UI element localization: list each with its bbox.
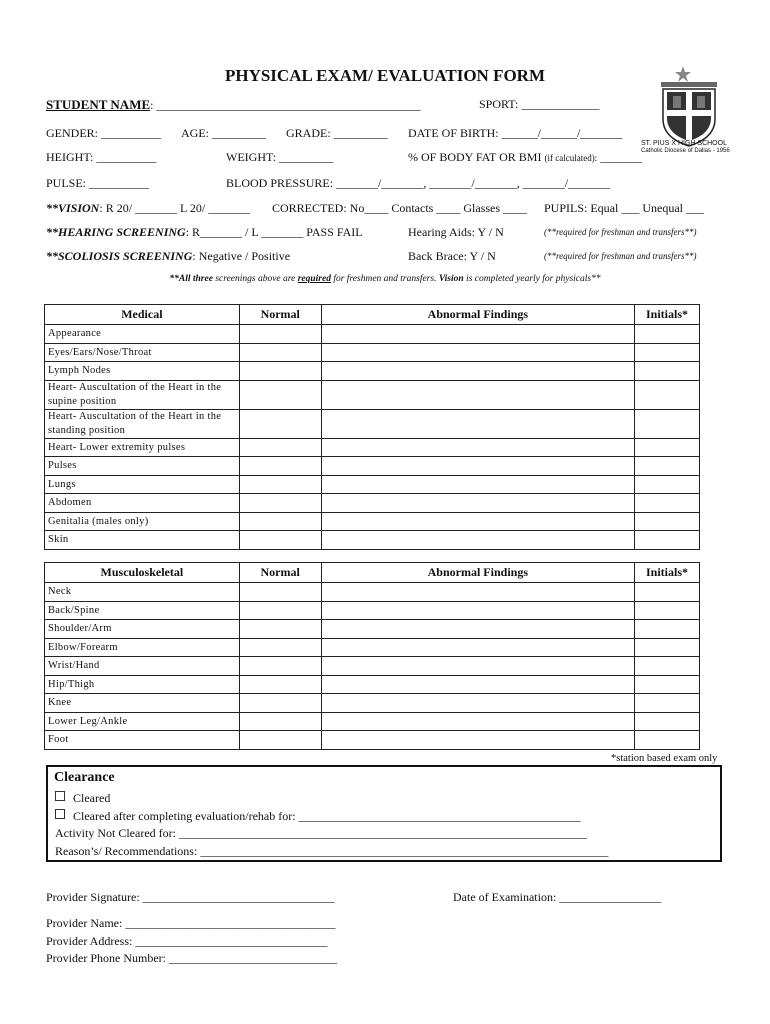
vision-field[interactable] <box>46 201 250 216</box>
row-label: Foot <box>45 731 240 750</box>
findings-cell[interactable] <box>321 620 634 639</box>
row-label: Back/Spine <box>45 601 240 620</box>
initials-cell[interactable] <box>635 731 700 750</box>
findings-cell[interactable] <box>321 343 634 362</box>
table-row <box>45 657 700 676</box>
findings-cell[interactable] <box>321 675 634 694</box>
recommendations-field[interactable]: Reason’s/ Recommendations: ____________________________________________________________________ <box>55 844 609 858</box>
findings-cell[interactable] <box>321 657 634 676</box>
blood-pressure-field[interactable]: BLOOD PRESSURE: _______/_______, _______/_______, _______/_______ <box>226 176 611 190</box>
student-name-label: STUDENT NAME <box>46 97 151 112</box>
note-text-2: for freshmen and transfers. <box>330 274 439 284</box>
findings-cell[interactable] <box>321 380 634 409</box>
scoliosis-required-note: (**required for freshman and transfers**) <box>544 251 697 261</box>
body-fat-field[interactable] <box>408 150 642 165</box>
normal-cell[interactable] <box>239 409 321 438</box>
initials-cell[interactable] <box>635 325 700 344</box>
note-text-3: is completed yearly for physicals** <box>463 274 601 284</box>
normal-col-header: Normal <box>239 305 321 325</box>
hearing-aids-field[interactable]: Hearing Aids: Y / N <box>408 225 504 239</box>
normal-cell[interactable] <box>239 620 321 639</box>
table-row <box>45 457 700 476</box>
form-title: PHYSICAL EXAM/ EVALUATION FORM <box>224 66 546 85</box>
table-row <box>45 512 700 531</box>
table-row <box>45 583 700 602</box>
row-label: Genitalia (males only) <box>45 512 240 531</box>
grade-field[interactable]: GRADE: _________ <box>286 126 388 140</box>
normal-cell[interactable] <box>239 325 321 344</box>
cleared-label: Cleared <box>73 791 111 805</box>
initials-cell[interactable] <box>635 694 700 713</box>
hearing-required-note: (**required for freshman and transfers**) <box>544 227 697 237</box>
row-label: Lungs <box>45 475 240 494</box>
pulse-field[interactable]: PULSE: __________ <box>46 176 150 190</box>
row-label: Lymph Nodes <box>45 362 240 381</box>
table-row <box>45 494 700 513</box>
scoliosis-values: : Negative / Positive <box>192 249 291 263</box>
table-row <box>45 343 700 362</box>
back-brace-field[interactable]: Back Brace: Y / N <box>408 249 496 263</box>
initials-cell[interactable] <box>635 380 700 409</box>
normal-cell[interactable] <box>239 475 321 494</box>
vision-label: **VISION <box>46 201 100 215</box>
student-name-row <box>46 97 420 113</box>
cleared-after-option[interactable] <box>55 809 581 824</box>
findings-cell[interactable] <box>321 475 634 494</box>
table-row <box>45 694 700 713</box>
row-label: Heart- Auscultation of the Heart in the standing position <box>45 409 240 438</box>
table-row <box>45 362 700 381</box>
normal-cell[interactable] <box>239 583 321 602</box>
table-row <box>45 675 700 694</box>
note-all-three: **All three <box>169 274 213 284</box>
row-label: Skin <box>45 531 240 550</box>
student-name-field[interactable]: : ____________________________________________ <box>150 98 421 112</box>
normal-cell[interactable] <box>239 657 321 676</box>
findings-cell[interactable] <box>321 512 634 531</box>
table-row <box>45 712 700 731</box>
row-label: Heart- Lower extremity pulses <box>45 438 240 457</box>
age-field[interactable]: AGE: _________ <box>181 126 266 140</box>
cleared-checkbox[interactable] <box>55 791 65 801</box>
corrected-field[interactable]: CORRECTED: No____ Contacts ____ Glasses ____ <box>272 201 527 215</box>
initials-cell[interactable] <box>635 712 700 731</box>
msk-normal-col-header: Normal <box>239 563 321 583</box>
school-subtitle: Catholic Diocese of Dallas - 1956 <box>641 148 730 154</box>
initials-cell[interactable] <box>635 512 700 531</box>
provider-name-field[interactable]: Provider Name: ___________________________________ <box>46 916 336 930</box>
findings-cell[interactable] <box>321 694 634 713</box>
initials-cell[interactable] <box>635 409 700 438</box>
initials-cell[interactable] <box>635 620 700 639</box>
findings-cell[interactable] <box>321 494 634 513</box>
initials-cell[interactable] <box>635 638 700 657</box>
normal-cell[interactable] <box>239 731 321 750</box>
initials-cell[interactable] <box>635 362 700 381</box>
clearance-title: Clearance <box>54 770 115 785</box>
table-row <box>45 380 700 409</box>
findings-cell[interactable] <box>321 731 634 750</box>
row-label: Eyes/Ears/Nose/Throat <box>45 343 240 362</box>
medical-col-header: Medical <box>45 305 240 325</box>
msk-header-row <box>45 563 700 583</box>
findings-cell[interactable] <box>321 601 634 620</box>
cleared-option[interactable] <box>55 791 110 806</box>
findings-cell[interactable] <box>321 438 634 457</box>
hearing-field[interactable] <box>46 225 363 240</box>
normal-cell[interactable] <box>239 675 321 694</box>
table-row <box>45 531 700 550</box>
provider-address-field[interactable]: Provider Address: ________________________________ <box>46 934 328 948</box>
table-row <box>45 325 700 344</box>
row-label: Elbow/Forearm <box>45 638 240 657</box>
hearing-label: **HEARING SCREENING <box>46 225 186 239</box>
msk-col-header: Musculoskeletal <box>45 563 240 583</box>
initials-cell[interactable] <box>635 531 700 550</box>
row-label: Shoulder/Arm <box>45 620 240 639</box>
normal-cell[interactable] <box>239 712 321 731</box>
msk-initials-col-header: Initials* <box>635 563 700 583</box>
sport-field[interactable]: SPORT: _____________ <box>479 97 600 111</box>
musculoskeletal-table <box>44 562 700 750</box>
cleared-after-checkbox[interactable] <box>55 809 65 819</box>
vision-values: : R 20/ _______ L 20/ _______ <box>99 201 251 215</box>
table-row <box>45 731 700 750</box>
station-note: *station based exam only <box>611 753 718 764</box>
normal-cell[interactable] <box>239 638 321 657</box>
pupils-field[interactable]: PUPILS: Equal ___ Unequal ___ <box>544 201 704 215</box>
row-label: Lower Leg/Ankle <box>45 712 240 731</box>
row-label: Abdomen <box>45 494 240 513</box>
hearing-values: : R_______ / L _______ PASS FAIL <box>185 225 363 239</box>
weight-field[interactable]: WEIGHT: _________ <box>226 150 334 164</box>
row-label: Wrist/Hand <box>45 657 240 676</box>
table-row <box>45 620 700 639</box>
provider-phone-field[interactable]: Provider Phone Number: ____________________________ <box>46 951 337 965</box>
findings-cell[interactable] <box>321 638 634 657</box>
screening-note <box>0 274 770 284</box>
normal-cell[interactable] <box>239 512 321 531</box>
row-label: Appearance <box>45 325 240 344</box>
normal-cell[interactable] <box>239 531 321 550</box>
table-row <box>45 438 700 457</box>
medical-header-row <box>45 305 700 325</box>
row-label: Heart- Auscultation of the Heart in the supine position <box>45 380 240 409</box>
scoliosis-field[interactable] <box>46 249 290 264</box>
initials-cell[interactable] <box>635 657 700 676</box>
normal-cell[interactable] <box>239 343 321 362</box>
msk-abnormal-col-header: Abnormal Findings <box>321 563 634 583</box>
initials-cell[interactable] <box>635 675 700 694</box>
row-label: Neck <box>45 583 240 602</box>
normal-cell[interactable] <box>239 438 321 457</box>
note-text-1: screenings above are <box>212 274 298 284</box>
dob-field[interactable]: DATE OF BIRTH: ______/______/_______ <box>408 126 623 140</box>
initials-cell[interactable] <box>635 601 700 620</box>
not-cleared-field[interactable]: Activity Not Cleared for: ____________________________________________________________________ <box>55 826 587 840</box>
findings-cell[interactable] <box>321 325 634 344</box>
findings-cell[interactable] <box>321 583 634 602</box>
initials-cell[interactable] <box>635 583 700 602</box>
medical-table <box>44 304 700 550</box>
note-vision: Vision <box>438 274 464 284</box>
provider-signature-field[interactable]: Provider Signature: ________________________________ <box>46 890 335 904</box>
normal-cell[interactable] <box>239 694 321 713</box>
row-label: Knee <box>45 694 240 713</box>
initials-cell[interactable] <box>635 494 700 513</box>
findings-cell[interactable] <box>321 362 634 381</box>
normal-cell[interactable] <box>239 494 321 513</box>
initials-cell[interactable] <box>635 475 700 494</box>
scoliosis-label: **SCOLIOSIS SCREENING <box>46 249 193 263</box>
exam-date-field[interactable]: Date of Examination: _________________ <box>453 890 662 904</box>
row-label: Pulses <box>45 457 240 476</box>
initials-col-header: Initials* <box>635 305 700 325</box>
cleared-after-label: Cleared after completing evaluation/rehab for: _______________________________________________ <box>73 809 581 823</box>
clearance-box <box>46 765 722 862</box>
row-label: Hip/Thigh <box>45 675 240 694</box>
findings-cell[interactable] <box>321 457 634 476</box>
initials-cell[interactable] <box>635 343 700 362</box>
normal-cell[interactable] <box>239 362 321 381</box>
findings-cell[interactable] <box>321 712 634 731</box>
body-fat-note: (if calculated): <box>544 153 598 163</box>
table-row <box>45 475 700 494</box>
normal-cell[interactable] <box>239 601 321 620</box>
findings-cell[interactable] <box>321 531 634 550</box>
abnormal-col-header: Abnormal Findings <box>321 305 634 325</box>
table-row <box>45 638 700 657</box>
findings-cell[interactable] <box>321 409 634 438</box>
height-field[interactable]: HEIGHT: __________ <box>46 150 157 164</box>
table-row <box>45 601 700 620</box>
normal-cell[interactable] <box>239 457 321 476</box>
note-required: required <box>297 274 331 284</box>
gender-field[interactable]: GENDER: __________ <box>46 126 161 140</box>
table-row <box>45 409 700 438</box>
body-fat-label: % OF BODY FAT OR BMI <box>408 150 542 164</box>
initials-cell[interactable] <box>635 457 700 476</box>
normal-cell[interactable] <box>239 380 321 409</box>
initials-cell[interactable] <box>635 438 700 457</box>
body-fat-blank: _______ <box>597 150 643 164</box>
school-name: ST. PIUS X HIGH SCHOOL <box>641 140 727 147</box>
